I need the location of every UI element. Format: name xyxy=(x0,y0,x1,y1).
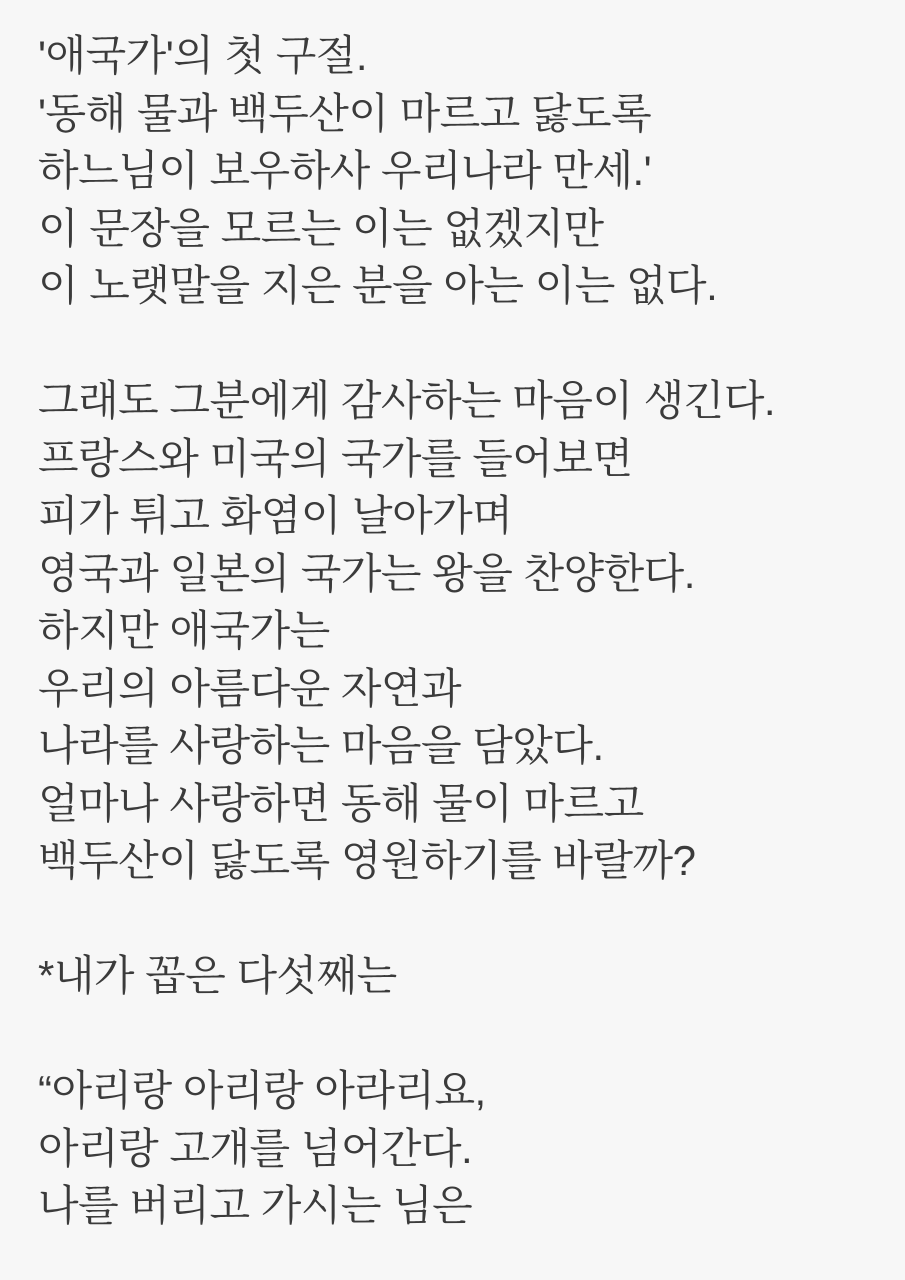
text-line: 백두산이 닳도록 영원하기를 바랄까? xyxy=(38,837,696,884)
text-line: 우리의 아름다운 자연과 xyxy=(38,664,462,712)
text-line: '애국가'의 첫 구절. xyxy=(38,32,368,79)
text-line: 하지만 애국가는 xyxy=(38,607,330,654)
text-line: *내가 꼽은 다섯째는 xyxy=(38,952,397,999)
text-line: '동해 물과 백두산이 마르고 닳도록 xyxy=(38,89,652,137)
text-line: 나라를 사랑하는 마음을 담았다. xyxy=(38,722,604,769)
text-line: 프랑스와 미국의 국가를 들어보면 xyxy=(38,434,633,482)
text-line: 그래도 그분에게 감사하는 마음이 생긴다. xyxy=(38,377,776,424)
blank-line xyxy=(38,315,875,373)
text-line: 피가 튀고 화염이 날아가며 xyxy=(38,492,513,539)
text-line: 아리랑 고개를 넘어간다. xyxy=(38,1124,473,1172)
text-line: 이 문장을 모르는 이는 없겠지만 xyxy=(38,204,604,252)
text-line: 영국과 일본의 국가는 왕을 찬양한다. xyxy=(38,549,695,597)
text-line: 얼마나 사랑하면 동해 물이 마르고 xyxy=(38,779,644,827)
text-line: “아리랑 아리랑 아라리요, xyxy=(38,1067,486,1114)
text-line: 하느님이 보우하사 우리나라 만세.' xyxy=(38,147,652,194)
blank-line xyxy=(38,890,875,948)
text-line: 이 노랫말을 지은 분을 아는 이는 없다. xyxy=(38,262,718,309)
text-line: 나를 버리고 가시는 님은 xyxy=(38,1182,473,1229)
blank-line xyxy=(38,1005,875,1063)
